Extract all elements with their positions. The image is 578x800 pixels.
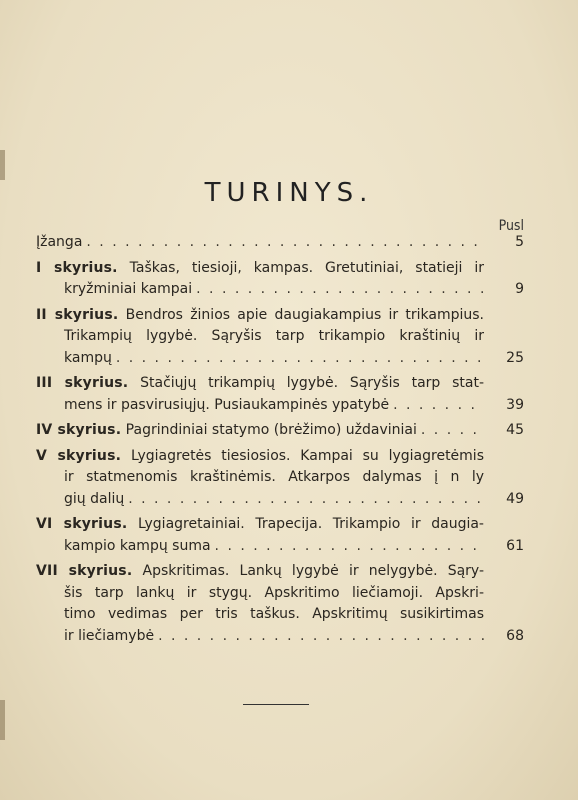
toc-entry-chapter-5 — [36, 446, 524, 511]
toc-page-number: 61 — [506, 537, 524, 554]
toc-page-number: 25 — [506, 349, 524, 366]
toc-entry-text: kryžminiai kampai — [64, 281, 193, 297]
toc-page-number: 45 — [506, 422, 524, 438]
toc-entry-text: Trikampių lygybė. Sąryšis tarp trikampio kraštinių ir — [64, 328, 484, 344]
toc-entry-text: Stačiųjų trikampių lygybė. Sąryšis tarp stat- — [140, 375, 485, 391]
toc-entry-text: Pagrindiniai statymo (brėžimo) uždaviniai — [125, 422, 417, 438]
leader-dots — [112, 348, 484, 370]
toc-entry-text: mens ir pasvirusiųjų. Pusiaukampinės ypatybė — [64, 396, 390, 413]
chapter-label: V skyrius. — [36, 447, 122, 464]
chapter-label: VII skyrius. — [36, 563, 133, 579]
leader-dots — [417, 420, 484, 442]
leader-dots — [389, 395, 484, 417]
toc-entry-text: gių dalių — [64, 490, 125, 507]
toc-entry-chapter-2 — [36, 305, 524, 370]
toc-page-number: 68 — [506, 627, 524, 644]
chapter-label: VI skyrius. — [36, 516, 128, 532]
toc-entry-text: timo vedimas per tris taškus. Apskritimų susikirtimas — [64, 606, 484, 622]
leader-dots — [82, 232, 484, 254]
toc-entry-text: kampio kampų suma — [64, 537, 211, 554]
toc-entry-chapter-4 — [36, 420, 524, 442]
toc-entry-text: kampų — [64, 349, 112, 366]
toc-page-number: 49 — [506, 490, 524, 507]
toc-entry-text: šis tarp lankų ir stygų. Apskritimo liečiamoji. Apskri- — [64, 584, 484, 601]
chapter-label: IV skyrius. — [36, 422, 122, 438]
chapter-label: II skyrius. — [36, 306, 119, 323]
toc-entry-text: Bendros žinios apie daugiakampius ir trikampius. — [125, 306, 484, 323]
toc-entry-text: ir liečiamybė — [64, 627, 155, 644]
chapter-label: III skyrius. — [36, 375, 129, 391]
toc-entry-text: Apskritimas. Lankų lygybė ir nelygybė. Sąry- — [142, 563, 485, 579]
toc-entry-text: ir statmenomis kraštinėmis. Atkarpos dalymas į n ly — [64, 469, 484, 485]
toc-entry-chapter-3 — [36, 373, 524, 416]
page-column-label: Pusl — [498, 218, 524, 234]
toc-entry-chapter-7 — [36, 561, 524, 647]
leader-dots — [154, 626, 484, 648]
leader-dots — [124, 489, 484, 511]
page-edge-mark — [0, 700, 5, 740]
leader-dots — [211, 536, 484, 558]
toc-entry-text: Lygiagretės tiesiosios. Kampai su lygiagretėmis — [130, 447, 484, 464]
toc-page-number: 39 — [506, 396, 524, 413]
page-edge-mark — [0, 150, 5, 180]
footer-rule — [243, 704, 309, 705]
toc-entry-chapter-1 — [36, 258, 524, 301]
toc-entry-introduction — [36, 232, 524, 254]
toc-entry-text: Įžanga — [36, 234, 83, 250]
leader-dots — [192, 279, 484, 301]
toc-page-number: 9 — [515, 281, 524, 297]
toc-entry-chapter-6 — [36, 514, 524, 557]
toc-page-number: 5 — [515, 234, 524, 250]
toc-entry-text: Lygiagretainiai. Trapecija. Trikampio ir daugia- — [138, 516, 484, 532]
page-title: TURINYS. — [204, 178, 374, 208]
chapter-label: I skyrius. — [36, 259, 118, 276]
toc-entry-text: Taškas, tiesioji, kampas. Gretutiniai, statieji ir — [129, 259, 484, 276]
table-of-contents — [36, 232, 524, 651]
